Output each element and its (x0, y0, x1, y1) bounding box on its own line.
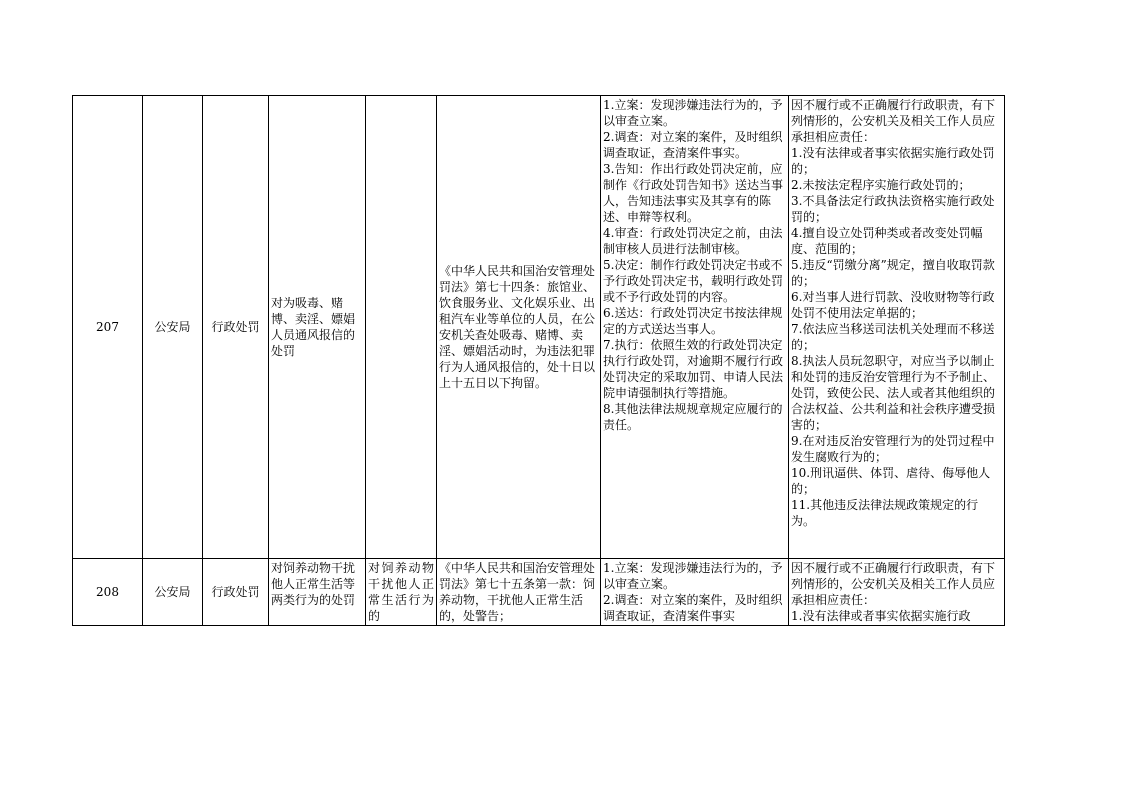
liability-item: 4.擅自设立处罚种类或者改变处罚幅度、范围的； (791, 226, 983, 256)
liability-item: 9.在对违反治安管理行为的处罚过程中发生腐败行为的； (791, 434, 995, 464)
process-cell (601, 559, 789, 626)
legal-basis-cell (437, 559, 601, 626)
power-type-cell: 行政处罚 (203, 559, 269, 626)
process-step: 1.立案：发现涉嫌违法行为的，予以审查立案。 (603, 98, 783, 128)
liability-item: 5.违反“罚缴分离”规定，擅自收取罚款的； (791, 258, 995, 288)
item-name-text: 对饲养动物干扰他人正常生活等两类行为的处罚 (271, 561, 356, 607)
liability-item: 2.未按法定程序实施行政处罚的； (791, 178, 971, 192)
liability-intro: 因不履行或不正确履行行政职责，有下列情形的，公安机关及相关工作人员应承担相应责任： (791, 98, 996, 144)
row-number: 207 (73, 96, 143, 559)
liability-item: 1.没有法律或者事实依据实施行政处罚的； (791, 146, 995, 176)
liability-item: 3.不具备法定行政执法资格实施行政处罚的； (791, 194, 995, 224)
power-list-table (72, 95, 1005, 626)
table-sheet (72, 95, 1005, 626)
process-cell (601, 96, 789, 559)
liability-intro: 因不履行或不正确履行行政职责，有下列情形的，公安机关及相关工作人员应承担相应责任： (791, 561, 996, 607)
process-step: 6.送达：行政处罚决定书按法律规定的方式送达当事人。 (603, 306, 783, 336)
liability-item: 6.对当事人进行罚款、没收财物等行政处罚不使用法定单据的； (791, 290, 995, 320)
process-step: 3.告知：作出行政处罚决定前，应制作《行政处罚告知书》送达当事人，告知违法事实及其享有的陈述、申辩等权利。 (603, 162, 784, 224)
liability-item: 11.其他违反法律法规政策规定的行为。 (791, 498, 979, 528)
liability-item: 10.刑讯逼供、体罚、虐待、侮辱他人的； (791, 466, 991, 496)
process-step: 5.决定：制作行政处罚决定书或不予行政处罚决定书，载明行政处罚或不予行政处罚的内容。 (603, 258, 784, 304)
liability-text (791, 560, 1002, 624)
sub-item-cell (366, 559, 437, 626)
department-cell: 公安局 (143, 559, 203, 626)
sub-item-text: 对饲养动物干扰他人正常生活行为的 (368, 561, 434, 623)
table-row (73, 559, 1005, 626)
legal-basis-cell: 《中华人民共和国治安管理处罚法》第七十四条：旅馆业、饮食服务业、文化娱乐业、出租汽车业等单位的人员，在公安机关查处吸毒、赌博、卖淫、嫖娼活动时，为违法犯罪行为人通风报信的，处十日以上十五日以下拘留。 (437, 96, 601, 559)
liability-item: 1.没有法律或者事实依据实施行政 (791, 609, 971, 623)
process-step: 1.立案：发现涉嫌违法行为的，予以审查立案。 (603, 561, 783, 591)
legal-basis-text: 《中华人民共和国治安管理处罚法》第七十五条第一款：饲养动物，干扰他人正常生活的，处警告； (439, 561, 596, 623)
process-step: 7.执行：依照生效的行政处罚决定执行行政处罚，对逾期不履行行政处罚决定的采取加罚、申请人民法院申请强制执行等措施。 (603, 338, 784, 400)
sub-item-cell (366, 96, 437, 559)
department-cell: 公安局 (143, 96, 203, 559)
item-name-cell (269, 559, 366, 626)
process-step: 4.审查：行政处罚决定之前，由法制审核人员进行法制审核。 (603, 226, 783, 256)
process-text (603, 560, 786, 624)
liability-cell (789, 96, 1005, 559)
table-row (73, 96, 1005, 559)
liability-cell (789, 559, 1005, 626)
process-step: 2.调查：对立案的案件，及时组织调查取证，查清案件事实 (603, 593, 783, 623)
liability-item: 8.执法人员玩忽职守，对应当予以制止和处罚的违反治安管理行为不予制止、处罚，致使公民、法人或者其他组织的合法权益、公共利益和社会秩序遭受损害的； (791, 354, 996, 432)
liability-item: 7.依法应当移送司法机关处理而不移送的； (791, 322, 995, 352)
row-number: 208 (73, 559, 143, 626)
process-step: 8.其他法律法规规章规定应履行的责任。 (603, 402, 783, 432)
power-type-cell: 行政处罚 (203, 96, 269, 559)
process-step: 2.调查：对立案的案件，及时组织调查取证，查清案件事实。 (603, 130, 783, 160)
item-name-cell: 对为吸毒、赌博、卖淫、嫖娼人员通风报信的处罚 (269, 96, 366, 559)
